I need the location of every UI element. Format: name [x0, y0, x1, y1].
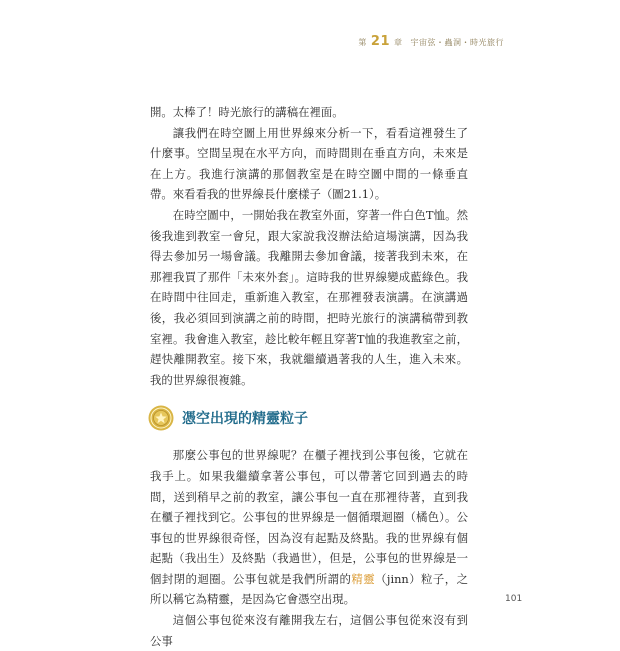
- paragraph-briefcase-part2: （jinn）粒子，之所以稱它為精靈，是因為它會憑空出現。: [150, 571, 468, 607]
- gold-seal-icon: [148, 405, 174, 431]
- page-body: [150, 102, 468, 651]
- chapter-title: 宇宙弦・蟲洞・時光旅行: [410, 38, 504, 47]
- paragraph-spacetime: 讓我們在時空圖上用世界線來分析一下，看看這裡發生了什麼事。空間呈現在水平方向，而時間則在垂直方向，未來是在上方。我進行演講的那個教室是在時空圖中間的一條垂直帶。來看看我的世界線長什麼樣子（圖21.1）。: [150, 125, 468, 202]
- section-title: 憑空出現的精靈粒子: [182, 411, 308, 428]
- section-heading: [148, 405, 468, 431]
- chapter-number: 21: [370, 34, 390, 49]
- paragraph-continuation: 開。太棒了！時光旅行的講稿在裡面。: [150, 105, 344, 119]
- paragraph-worldline: 在時空圖中，一開始我在教室外面，穿著一件白色T恤。然後我進到教室一會兒，跟大家說我沒辦法給這場演講，因為我得去參加另一場會議。我離開去參加會議，接著我到未來，在那裡我買了那件「未來外套」。這時我的世界線變成藍綠色。我在時間中往回走，重新進入教室，在那裡發表演講。在演講過後，我必須回到演講之前的時間，把時光旅行的演講稿帶到教室裡。我會進入教室，趁比較年輕且穿著T恤的我進教室之前，趕快離開教室。接下來，我就繼續過著我的人生，進入未來。我的世界線很複雜。: [150, 207, 468, 387]
- paragraph-briefcase-part1: 那麼公事包的世界線呢？在櫃子裡找到公事包後，它就在我手上。如果我繼續拿著公事包，可以帶著它回到過去的時間，送到稍早之前的教室，讓公事包一直在那裡待著，直到我在櫃子裡找到它。公事包的世界線是一個循環迴圈（橘色）。公事包的世界線很奇怪，因為沒有起點及終點。我的世界線有個起點（我出生）及終點（我過世），但是，公事包的世界線是一個封閉的迴圈。公事包就是我們所謂的: [150, 448, 468, 586]
- running-header: [358, 34, 508, 49]
- paragraph-briefcase: [150, 445, 468, 610]
- chapter-suffix: 章: [394, 38, 403, 47]
- page-number: 101: [505, 594, 523, 604]
- paragraph-last: 這個公事包從來沒有離開我左右，這個公事包從來沒有到公事: [150, 613, 468, 648]
- chapter-prefix: 第: [358, 38, 367, 47]
- highlight-term: 精靈: [351, 571, 376, 586]
